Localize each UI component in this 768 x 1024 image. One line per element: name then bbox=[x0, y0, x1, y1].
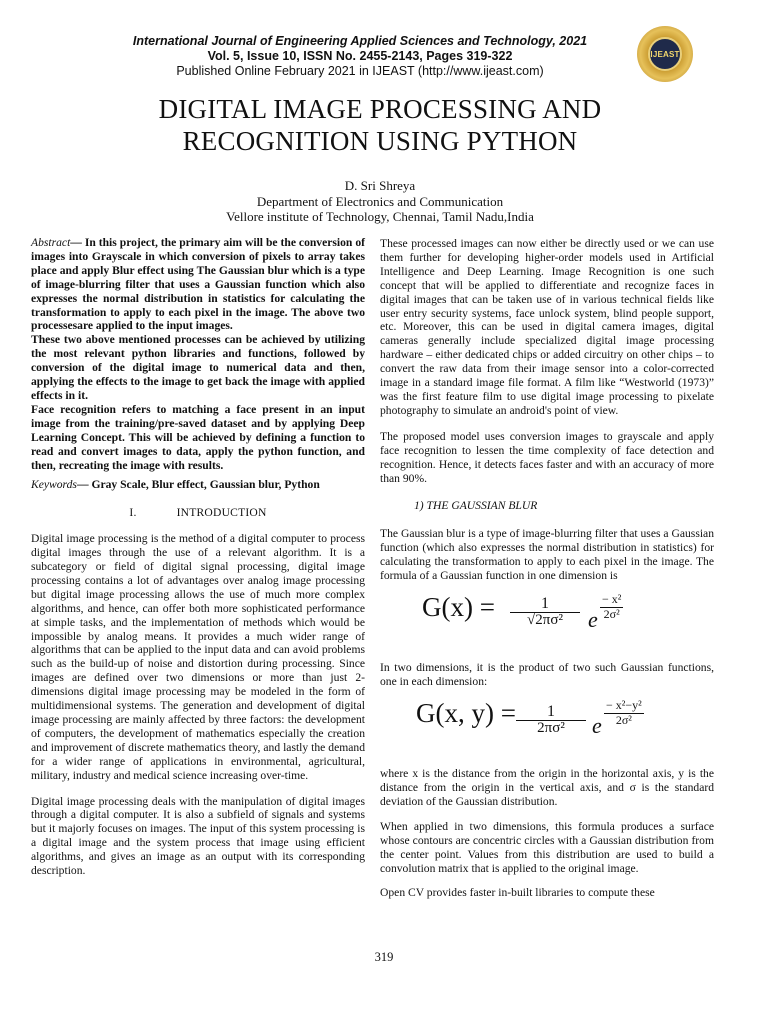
journal-logo-icon bbox=[637, 26, 693, 82]
keywords-list: — Gray Scale, Blur effect, Gaussian blur, Python bbox=[76, 478, 320, 492]
journal-logo-inner bbox=[648, 37, 682, 71]
subsection-heading-gaussian-blur: 1) THE GAUSSIAN BLUR bbox=[414, 499, 538, 513]
eq1-exponent bbox=[600, 593, 623, 622]
abstract-paragraph-3: Face recognition refers to matching a face present in an input image from the training/pre-saved dataset and by applying Deep Learning Concept. This will be achieved by defining a function to read and convert images to data, apply the python function, and then, recreating the image with results. bbox=[31, 402, 365, 472]
intro-paragraph-1: Digital image processing is the method of a digital computer to process digital images through the use of a relevant algorithm. It is a subcategory or field of digital signal processing, digital image processing contains a lot of advantages over analog image processing but digital image processing allows the use of much more complex algorithms, and hence, can offer both more sophisticated performance at simple tasks, and the implementation of methods which would be impossible by analog means. It provides a much wider range of algorithms that can be applied to the input data and can avoid problems such as the build-up of noise and distortion during processing. Since images are defined over two dimensions or more than just 2-dimensions digital image processing may be modeled in the form of multidimensional systems. The generation and development of digital image processing are mainly affected by three factors: the development of computers, the development of mathematics especially the creation and improvement of discrete mathematics theory, and lastly the demand for a wider range of applications in environmental, agricultural, military, industry and medical science increasing over-time. bbox=[31, 532, 365, 782]
abstract-lead: Abstract bbox=[31, 236, 71, 249]
page-number: 319 bbox=[374, 950, 394, 964]
paper-title-line1: DIGITAL IMAGE PROCESSING AND bbox=[158, 94, 602, 124]
equation-gaussian-2d bbox=[380, 699, 714, 755]
eq1-lhs: G(x) = bbox=[422, 591, 495, 622]
section-title-rest: NTRODUCTION bbox=[180, 506, 267, 520]
abstract-dash: — bbox=[70, 236, 82, 249]
eq1-exponent-numerator: − x² bbox=[602, 591, 622, 606]
eq2-base: e bbox=[592, 712, 602, 738]
eq1-fraction bbox=[510, 594, 580, 628]
journal-name: International Journal of Engineering Applied Sciences and Technology, 2021 bbox=[132, 34, 588, 48]
author-block bbox=[100, 178, 660, 225]
eq1-denominator: √2πσ² bbox=[527, 611, 563, 628]
keywords bbox=[31, 478, 365, 492]
abstract-paragraph-2: These two above mentioned processes can be achieved by utilizing the most relevant python libraries and functions, followed by conversion of the digital image to numerical data and then, applying the effects to the image to get back the image with applied effects in it. bbox=[31, 333, 365, 402]
keywords-lead: Keywords bbox=[31, 478, 77, 492]
abstract-text-1: In this project, the primary aim will be the conversion of images into Grayscale in which conversion of pixels to array takes place and apply Blur effect using The Gaussian blur which is a type of image-blurring filter that uses a Gaussian function which also expresses the normal distribution in statistics for calculating the transformation to apply to each pixel in the image. The above two processesare applied to the input images. bbox=[31, 236, 365, 333]
author-department: Department of Electronics and Communication bbox=[256, 193, 504, 209]
eq2-lhs: G(x, y) = bbox=[416, 697, 516, 728]
eq2-exponent-denominator: 2σ² bbox=[615, 712, 632, 727]
eq2-fraction bbox=[516, 702, 586, 736]
gaussian-paragraph-4: When applied in two dimensions, this formula produces a surface whose contours are concentric circles with a Gaussian distribution from the center point. Values from this distribution are used to build a convolution matrix that is applied to the original image. bbox=[380, 820, 714, 876]
author-name: D. Sri Shreya bbox=[344, 178, 416, 193]
gaussian-paragraph-2: In two dimensions, it is the product of two such Gaussian functions, one in each dimension: bbox=[380, 660, 714, 688]
section-title-first: I bbox=[176, 506, 181, 520]
section-heading-introduction bbox=[31, 506, 365, 520]
journal-logo-text: IJEAST bbox=[650, 49, 680, 59]
left-column bbox=[31, 236, 365, 888]
journal-published: Published Online February 2021 in IJEAST (http://www.ijeast.com) bbox=[176, 64, 544, 78]
eq1-base: e bbox=[588, 606, 598, 632]
eq1-exponent-denominator: 2σ² bbox=[603, 606, 620, 621]
eq1-numerator: 1 bbox=[510, 597, 580, 613]
eq2-exponent bbox=[604, 699, 644, 728]
eq2-denominator: 2πσ² bbox=[537, 719, 565, 736]
equation-gaussian-1d bbox=[380, 593, 714, 649]
right-paragraph-2: The proposed model uses conversion images to grayscale and apply face recognition to lessen the time complexity of face detection and recognition. Hence, it detects faces faster and with an accuracy of more than 90%. bbox=[380, 429, 714, 485]
section-number: I. bbox=[129, 506, 137, 520]
gaussian-paragraph-5: Open CV provides faster in-built libraries to compute these bbox=[380, 886, 655, 900]
right-column bbox=[380, 237, 714, 910]
journal-header bbox=[90, 34, 630, 79]
gaussian-paragraph-1: The Gaussian blur is a type of image-blurring filter that uses a Gaussian function (which also expresses the normal distribution in statistics) for calculating the transformation to apply to each pixel in the image. The formula of a Gaussian function in one dimension is bbox=[380, 527, 714, 583]
gaussian-paragraph-3: where x is the distance from the origin in the horizontal axis, y is the distance from the origin in the vertical axis, and σ is the standard deviation of the Gaussian distribution. bbox=[380, 766, 714, 808]
right-paragraph-1: These processed images can now either be directly used or we can use them further for developing higher-order models used in Artificial Intelligence and Deep Learning. Image Recognition is one such concept that will be applied to differentiate and recognize faces in digital images that can be taken use of in various technical fields like user entry security systems, face unlock system, blind people support, etc. Moreover, this can be used in digital camera images, digital cameras generally include specialized digital image processing hardware – either dedicated chips or added circuitry on other chips – to convert the raw data from their image sensor into a color-corrected image in a standard image file format. A film like “Westworld (1973)” was the first feature film to use digital image processing to pixelate photography to simulate an android's point of view. bbox=[380, 237, 714, 417]
abstract-paragraph-1 bbox=[31, 236, 365, 333]
author-affiliation: Vellore institute of Technology, Chennai, Tamil Nadu,India bbox=[226, 209, 534, 224]
eq2-exponent-numerator: − x²−y² bbox=[606, 697, 642, 712]
eq2-numerator: 1 bbox=[516, 705, 586, 721]
paper-title-line2: RECOGNITION USING PYTHON bbox=[182, 126, 578, 156]
intro-paragraph-2: Digital image processing deals with the manipulation of digital images through a digital computer. It is also a subfield of signals and systems but it majorly focuses on images. The input of this system processing is a digital image and the system process that image using efficient algorithms, and gives an image as an output with its corresponding description. bbox=[31, 794, 365, 878]
paper-title bbox=[60, 93, 700, 157]
journal-volume: Vol. 5, Issue 10, ISSN No. 2455-2143, Pages 319-322 bbox=[207, 49, 513, 63]
abstract bbox=[31, 236, 365, 472]
